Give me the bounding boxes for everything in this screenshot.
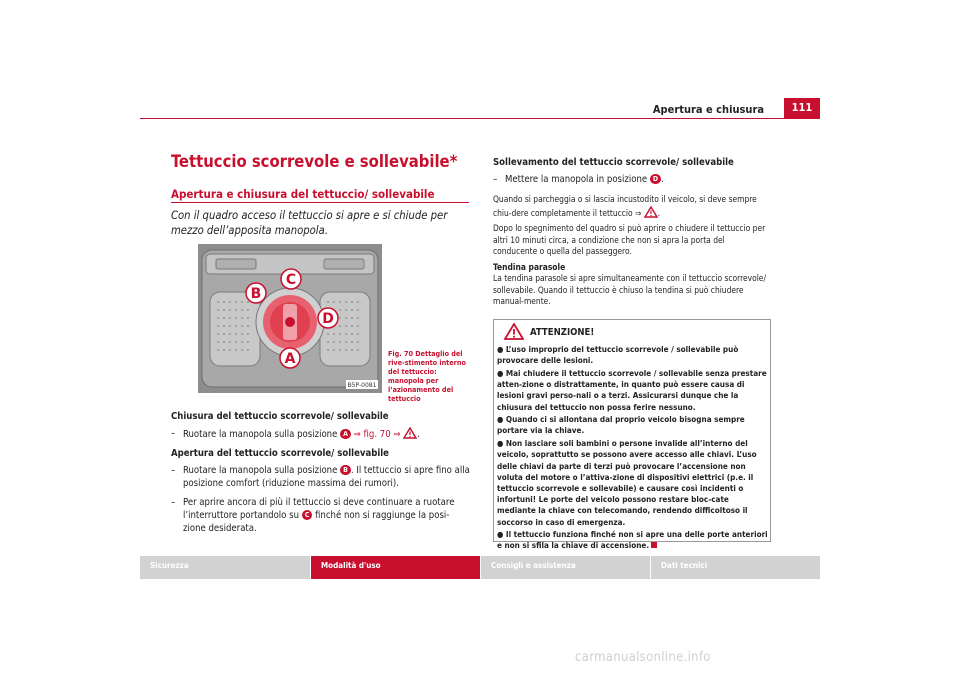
figure-code: B5P-0081 (347, 382, 377, 389)
dash: – (171, 497, 176, 508)
closing-heading: Chiusura del tettuccio scorrevole/ sollevabile (171, 411, 389, 422)
footer-tab-label: Modalità d'uso (321, 561, 381, 570)
warning-triangle-icon (403, 427, 417, 439)
warning-triangle-icon (644, 206, 658, 218)
warning-header (494, 320, 770, 344)
lifting-heading: Sollevamento del tettuccio scorrevole/ sollevabile (493, 157, 734, 168)
warning-item-text: L’uso improprio del tettuccio scorrevole / sollevabile può provocare delle lesioni. (497, 344, 739, 366)
opening-step-1 (171, 464, 471, 490)
opening-step-2-post: finché non si raggiunge la posi-zione desiderata. (183, 510, 450, 534)
header-rule (140, 118, 820, 119)
warning-item-text: Non lasciare soli bambini o persone invalide all’interno del veicolo, soprattutto se possono avere accesso alle chiavi. L’uso delle chiavi da parte di terzi può provocare l’accensione non voluta del motore o l’attiva-zione di dispositivi elettrici (p.e. il tettuccio scorrevole e sollevabile) e causare così incidenti o infortuni! Le porte del veicolo possono restare bloc-cate mediante la chiave con telecomando, rendendo difficoltoso il soccorso in caso di emergenza. (497, 438, 757, 527)
notes-block (493, 194, 771, 308)
running-header-title: Apertura e chiusura (652, 103, 764, 116)
watermark: carmanualsonline.info (575, 650, 711, 665)
footer-tab-label: Dati tecnici (661, 561, 708, 570)
closing-section (171, 410, 471, 535)
opening-step-1-post: . Il tettuccio si apre fino alla posizione comfort (riduzione massima dei rumori). (183, 465, 470, 489)
warning-item: ● Il tettuccio funziona finché non si apre una delle porte anteriori e non si sfila la chiave di accensione. (497, 529, 768, 551)
opening-heading: Apertura del tettuccio scorrevole/ sollevabile (171, 448, 389, 459)
end-of-section-marker (651, 542, 657, 548)
position-badge-d: D (650, 174, 661, 184)
warning-triangle-icon (504, 323, 524, 340)
figure-label-d: D (322, 311, 334, 327)
section-title: Apertura e chiusura del tettuccio/ sollevabile (171, 187, 435, 201)
footer-tab-label: Consigli e assistenza (491, 561, 576, 570)
closing-text: Ruotare la manopola sulla posizione (183, 429, 338, 440)
figure-label-b: B (250, 286, 262, 302)
closing-step: – Ruotare la manopola sulla posizione A ⇒ fig. 70 ⇒ . (171, 428, 420, 440)
lifting-text: Mettere la manopola in posizione (505, 174, 648, 185)
opening-step-2-pre: Per aprire ancora di più il tettuccio si deve continuare a ruotare l’interruttore portandolo su (183, 497, 455, 521)
footer-tab-consigli[interactable] (481, 556, 650, 579)
warning-item: ● L’uso improprio del tettuccio scorrevole / sollevabile può provocare delle lesioni. (497, 344, 739, 366)
footer-tab-sicurezza[interactable] (140, 556, 310, 579)
figure-label-c: C (285, 272, 297, 288)
warning-item-text: Il tettuccio funziona finché non si apre una delle porte anteriori e non si sfila la chiave di accensione. (497, 529, 768, 551)
warning-box (493, 319, 771, 551)
warning-item: ● Non lasciare soli bambini o persone invalide all’interno del veicolo, soprattutto se possono avere accesso alle chiavi. L’uso delle chiavi da parte di terzi può provocare l’accensione non voluta del motore o l’attiva-zione di dispositivi elettrici (p.e. il tettuccio scorrevole e sollevabile) e causare così incidenti o infortuni! Le porte del veicolo possono restare bloc-cate mediante la chiave con telecomando, rendendo difficoltoso il soccorso in caso di emergenza. (497, 438, 757, 527)
figure-label-a: A (284, 351, 296, 367)
position-badge-a: A (340, 429, 351, 439)
ignition-note: Dopo lo spegnimento del quadro si può aprire o chiudere il tettuccio per altri 10 minuti circa, a condizione che non si apra la porta del conducente o quella del passeggero. (493, 223, 766, 256)
footer-tab-label: Sicurezza (150, 561, 189, 570)
figure-roof-control (198, 244, 382, 393)
dash: – (171, 465, 176, 476)
figure-caption: Fig. 70 Dettaglio del rive-stimento interno del tettuccio: manopola per l’azionamento del tettuccio (388, 349, 466, 403)
dash: – (493, 174, 498, 185)
dash: – (171, 428, 176, 439)
section-rule (171, 202, 469, 203)
sunblind-heading: Tendina parasole (493, 261, 566, 272)
lifting-section (493, 156, 773, 186)
roof-control-illustration (198, 244, 382, 393)
position-badge-c: C (302, 510, 313, 520)
warning-item: ● Quando ci si allontana dal proprio veicolo bisogna sempre portare via la chiave. (497, 414, 745, 436)
lifting-step: – Mettere la manopola in posizione D . (493, 174, 664, 185)
opening-step-1-pre: Ruotare la manopola sulla posizione (183, 465, 338, 476)
warning-item-text: Mai chiudere il tettuccio scorrevole / sollevabile senza prestare atten-zione o distrattamente, in quanto può essere causa di lesioni gravi perso-nali o a terzi. Assicurarsi dunque che la chiusura del tettuccio non possa ferire nessuno. (497, 367, 767, 412)
warning-item-text: Quando ci si allontana dal proprio veicolo bisogna sempre portare via la chiave. (497, 414, 745, 436)
intro-text: Con il quadro acceso il tettuccio si apre e si chiude per mezzo dell’apposita manopola. (171, 209, 448, 237)
warning-item: ● Mai chiudere il tettuccio scorrevole / sollevabile senza prestare atten-zione o distrattamente, in quanto può essere causa di lesioni gravi perso-nali o a terzi. Assicurarsi dunque che la chiusura del tettuccio non possa ferire nessuno. (497, 367, 767, 412)
warning-list (497, 344, 769, 553)
position-badge-b: B (340, 465, 351, 475)
parking-note-text: Quando si parcheggia o si lascia incustodito il veicolo, si deve sempre chiu-dere completamente il tettuccio ⇒ (493, 194, 757, 218)
warning-title: ATTENZIONE! (530, 327, 595, 338)
parking-note: Quando si parcheggia o si lascia incustodito il veicolo, si deve sempre chiu-dere completamente il tettuccio ⇒ . (493, 194, 757, 218)
sunblind-text: La tendina parasole si apre simultaneamente con il tettuccio scorrevole/ sollevabile. Quando il tettuccio è chiuso la tendina si può chiudere manual-mente. (493, 273, 766, 306)
footer-tab-modalita-duso[interactable] (311, 556, 480, 579)
main-title: Tettuccio scorrevole e sollevabile* (171, 152, 458, 171)
opening-step-2 (171, 496, 471, 535)
page-number: 111 (784, 98, 820, 118)
footer-tab-dati-tecnici[interactable] (651, 556, 820, 579)
figure-reference-link[interactable]: ⇒ fig. 70 ⇒ (353, 429, 401, 440)
